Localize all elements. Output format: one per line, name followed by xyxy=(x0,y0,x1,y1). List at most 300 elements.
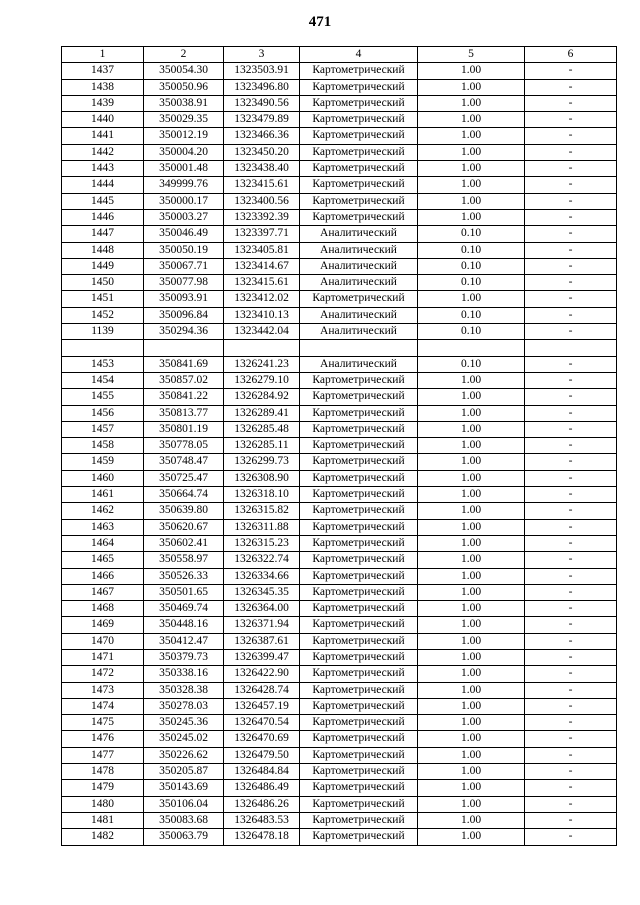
table-row xyxy=(62,568,617,584)
x-coordinate-cell xyxy=(144,340,224,356)
y-coordinate-cell: 1323400.56 xyxy=(224,193,300,209)
note-cell: - xyxy=(525,242,617,258)
accuracy-cell: 1.00 xyxy=(418,405,525,421)
y-coordinate-cell: 1326318.10 xyxy=(224,487,300,503)
x-coordinate-cell: 350096.84 xyxy=(144,307,224,323)
x-coordinate-cell: 350004.20 xyxy=(144,144,224,160)
accuracy-cell: 1.00 xyxy=(418,487,525,503)
point-number-cell: 1453 xyxy=(62,356,144,372)
x-coordinate-cell: 350063.79 xyxy=(144,829,224,845)
note-cell: - xyxy=(525,568,617,584)
accuracy-cell: 1.00 xyxy=(418,633,525,649)
x-coordinate-cell: 350841.69 xyxy=(144,356,224,372)
table-row xyxy=(62,764,617,780)
note-cell: - xyxy=(525,144,617,160)
accuracy-cell: 0.10 xyxy=(418,356,525,372)
note-cell: - xyxy=(525,535,617,551)
table-row xyxy=(62,95,617,111)
method-cell: Картометрический xyxy=(300,177,418,193)
table-row xyxy=(62,617,617,633)
y-coordinate-cell: 1323412.02 xyxy=(224,291,300,307)
point-number-cell: 1470 xyxy=(62,633,144,649)
table-row xyxy=(62,307,617,323)
x-coordinate-cell: 350639.80 xyxy=(144,503,224,519)
point-number-cell: 1445 xyxy=(62,193,144,209)
column-header-1: 1 xyxy=(62,47,144,63)
accuracy-cell: 0.10 xyxy=(418,324,525,340)
table-row xyxy=(62,226,617,242)
method-cell: Картометрический xyxy=(300,421,418,437)
y-coordinate-cell: 1326470.69 xyxy=(224,731,300,747)
x-coordinate-cell: 350050.19 xyxy=(144,242,224,258)
table-row xyxy=(62,340,617,356)
point-number-cell: 1456 xyxy=(62,405,144,421)
method-cell: Картометрический xyxy=(300,666,418,682)
accuracy-cell: 1.00 xyxy=(418,291,525,307)
y-coordinate-cell: 1323414.67 xyxy=(224,258,300,274)
point-number-cell: 1454 xyxy=(62,372,144,388)
method-cell: Картометрический xyxy=(300,649,418,665)
point-number-cell: 1452 xyxy=(62,307,144,323)
y-coordinate-cell: 1326241.23 xyxy=(224,356,300,372)
table-row xyxy=(62,584,617,600)
method-cell: Картометрический xyxy=(300,454,418,470)
x-coordinate-cell: 350526.33 xyxy=(144,568,224,584)
note-cell: - xyxy=(525,389,617,405)
point-number-cell: 1480 xyxy=(62,796,144,812)
note-cell: - xyxy=(525,487,617,503)
point-number-cell: 1449 xyxy=(62,258,144,274)
table-row xyxy=(62,128,617,144)
y-coordinate-cell: 1326484.84 xyxy=(224,764,300,780)
accuracy-cell: 1.00 xyxy=(418,503,525,519)
point-number-cell: 1471 xyxy=(62,649,144,665)
table-row xyxy=(62,291,617,307)
y-coordinate-cell: 1323450.20 xyxy=(224,144,300,160)
note-cell: - xyxy=(525,356,617,372)
y-coordinate-cell: 1326428.74 xyxy=(224,682,300,698)
y-coordinate-cell: 1323442.04 xyxy=(224,324,300,340)
y-coordinate-cell: 1326371.94 xyxy=(224,617,300,633)
method-cell: Картометрический xyxy=(300,682,418,698)
accuracy-cell: 0.10 xyxy=(418,258,525,274)
note-cell: - xyxy=(525,601,617,617)
accuracy-cell: 1.00 xyxy=(418,796,525,812)
y-coordinate-cell: 1323410.13 xyxy=(224,307,300,323)
method-cell: Картометрический xyxy=(300,372,418,388)
table-row xyxy=(62,242,617,258)
y-coordinate-cell: 1326334.66 xyxy=(224,568,300,584)
accuracy-cell: 1.00 xyxy=(418,372,525,388)
point-number-cell: 1458 xyxy=(62,438,144,454)
method-cell: Картометрический xyxy=(300,617,418,633)
note-cell: - xyxy=(525,421,617,437)
accuracy-cell: 1.00 xyxy=(418,112,525,128)
point-number-cell: 1439 xyxy=(62,95,144,111)
y-coordinate-cell: 1326422.90 xyxy=(224,666,300,682)
table-row xyxy=(62,209,617,225)
note-cell: - xyxy=(525,454,617,470)
y-coordinate-cell: 1323496.80 xyxy=(224,79,300,95)
note-cell: - xyxy=(525,95,617,111)
x-coordinate-cell: 350602.41 xyxy=(144,535,224,551)
point-number-cell: 1442 xyxy=(62,144,144,160)
table-row xyxy=(62,177,617,193)
point-number-cell: 1455 xyxy=(62,389,144,405)
point-number-cell: 1451 xyxy=(62,291,144,307)
note-cell: - xyxy=(525,291,617,307)
note-cell: - xyxy=(525,682,617,698)
note-cell: - xyxy=(525,405,617,421)
y-coordinate-cell: 1323503.91 xyxy=(224,63,300,79)
y-coordinate-cell: 1326478.18 xyxy=(224,829,300,845)
method-cell: Картометрический xyxy=(300,568,418,584)
note-cell: - xyxy=(525,584,617,600)
table-row xyxy=(62,731,617,747)
column-header-6: 6 xyxy=(525,47,617,63)
note-cell: - xyxy=(525,275,617,291)
point-number-cell: 1457 xyxy=(62,421,144,437)
accuracy-cell: 1.00 xyxy=(418,470,525,486)
accuracy-cell: 0.10 xyxy=(418,226,525,242)
column-header-3: 3 xyxy=(224,47,300,63)
method-cell: Картометрический xyxy=(300,584,418,600)
point-number-cell: 1139 xyxy=(62,324,144,340)
method-cell: Картометрический xyxy=(300,161,418,177)
y-coordinate-cell: 1326315.23 xyxy=(224,535,300,551)
point-number-cell: 1443 xyxy=(62,161,144,177)
accuracy-cell xyxy=(418,340,525,356)
x-coordinate-cell: 350205.87 xyxy=(144,764,224,780)
y-coordinate-cell: 1326308.90 xyxy=(224,470,300,486)
x-coordinate-cell: 350278.03 xyxy=(144,698,224,714)
method-cell: Картометрический xyxy=(300,731,418,747)
x-coordinate-cell: 350328.38 xyxy=(144,682,224,698)
note-cell: - xyxy=(525,666,617,682)
method-cell: Картометрический xyxy=(300,601,418,617)
method-cell: Картометрический xyxy=(300,79,418,95)
x-coordinate-cell: 350093.91 xyxy=(144,291,224,307)
method-cell: Картометрический xyxy=(300,552,418,568)
table-row xyxy=(62,715,617,731)
point-number-cell: 1440 xyxy=(62,112,144,128)
table-row xyxy=(62,275,617,291)
accuracy-cell: 1.00 xyxy=(418,666,525,682)
point-number-cell: 1448 xyxy=(62,242,144,258)
y-coordinate-cell: 1326479.50 xyxy=(224,747,300,763)
table-row xyxy=(62,503,617,519)
x-coordinate-cell: 350748.47 xyxy=(144,454,224,470)
table-row xyxy=(62,79,617,95)
x-coordinate-cell: 350338.16 xyxy=(144,666,224,682)
method-cell: Картометрический xyxy=(300,112,418,128)
table-row xyxy=(62,389,617,405)
y-coordinate-cell: 1323392.39 xyxy=(224,209,300,225)
method-cell: Картометрический xyxy=(300,291,418,307)
x-coordinate-cell: 350054.30 xyxy=(144,63,224,79)
accuracy-cell: 1.00 xyxy=(418,79,525,95)
y-coordinate-cell: 1326311.88 xyxy=(224,519,300,535)
table-row xyxy=(62,438,617,454)
x-coordinate-cell: 350245.36 xyxy=(144,715,224,731)
accuracy-cell: 1.00 xyxy=(418,698,525,714)
point-number-cell: 1479 xyxy=(62,780,144,796)
x-coordinate-cell: 350412.47 xyxy=(144,633,224,649)
x-coordinate-cell: 350501.65 xyxy=(144,584,224,600)
y-coordinate-cell: 1323397.71 xyxy=(224,226,300,242)
note-cell: - xyxy=(525,470,617,486)
point-number-cell: 1447 xyxy=(62,226,144,242)
y-coordinate-cell: 1326285.48 xyxy=(224,421,300,437)
x-coordinate-cell: 349999.76 xyxy=(144,177,224,193)
method-cell: Аналитический xyxy=(300,226,418,242)
table-row xyxy=(62,666,617,682)
point-number-cell: 1469 xyxy=(62,617,144,633)
accuracy-cell: 1.00 xyxy=(418,193,525,209)
table-row xyxy=(62,193,617,209)
y-coordinate-cell: 1326284.92 xyxy=(224,389,300,405)
note-cell: - xyxy=(525,128,617,144)
table-row xyxy=(62,601,617,617)
note-cell: - xyxy=(525,438,617,454)
method-cell: Картометрический xyxy=(300,470,418,486)
accuracy-cell: 1.00 xyxy=(418,421,525,437)
y-coordinate-cell: 1326289.41 xyxy=(224,405,300,421)
note-cell: - xyxy=(525,307,617,323)
point-number-cell: 1465 xyxy=(62,552,144,568)
accuracy-cell: 0.10 xyxy=(418,275,525,291)
table-row xyxy=(62,356,617,372)
method-cell: Картометрический xyxy=(300,812,418,828)
point-number-cell: 1467 xyxy=(62,584,144,600)
method-cell: Картометрический xyxy=(300,438,418,454)
accuracy-cell: 1.00 xyxy=(418,389,525,405)
note-cell: - xyxy=(525,258,617,274)
note-cell: - xyxy=(525,812,617,828)
accuracy-cell: 1.00 xyxy=(418,731,525,747)
method-cell xyxy=(300,340,418,356)
table-row xyxy=(62,324,617,340)
point-number-cell: 1459 xyxy=(62,454,144,470)
y-coordinate-cell: 1326285.11 xyxy=(224,438,300,454)
method-cell: Аналитический xyxy=(300,242,418,258)
accuracy-cell: 1.00 xyxy=(418,535,525,551)
note-cell: - xyxy=(525,79,617,95)
method-cell: Картометрический xyxy=(300,780,418,796)
method-cell: Аналитический xyxy=(300,307,418,323)
note-cell: - xyxy=(525,715,617,731)
x-coordinate-cell: 350067.71 xyxy=(144,258,224,274)
note-cell: - xyxy=(525,161,617,177)
y-coordinate-cell: 1326470.54 xyxy=(224,715,300,731)
x-coordinate-cell: 350245.02 xyxy=(144,731,224,747)
point-number-cell: 1446 xyxy=(62,209,144,225)
x-coordinate-cell: 350046.49 xyxy=(144,226,224,242)
accuracy-cell: 1.00 xyxy=(418,780,525,796)
method-cell: Картометрический xyxy=(300,535,418,551)
y-coordinate-cell: 1326486.26 xyxy=(224,796,300,812)
accuracy-cell: 0.10 xyxy=(418,242,525,258)
method-cell: Картометрический xyxy=(300,503,418,519)
table-row xyxy=(62,519,617,535)
note-cell: - xyxy=(525,372,617,388)
y-coordinate-cell: 1326387.61 xyxy=(224,633,300,649)
method-cell: Аналитический xyxy=(300,258,418,274)
y-coordinate-cell: 1323466.36 xyxy=(224,128,300,144)
point-number-cell: 1466 xyxy=(62,568,144,584)
point-number-cell: 1460 xyxy=(62,470,144,486)
x-coordinate-cell: 350448.16 xyxy=(144,617,224,633)
y-coordinate-cell: 1326457.19 xyxy=(224,698,300,714)
y-coordinate-cell: 1326399.47 xyxy=(224,649,300,665)
y-coordinate-cell: 1326345.35 xyxy=(224,584,300,600)
table-row xyxy=(62,470,617,486)
x-coordinate-cell: 350143.69 xyxy=(144,780,224,796)
x-coordinate-cell: 350050.96 xyxy=(144,79,224,95)
accuracy-cell: 1.00 xyxy=(418,454,525,470)
y-coordinate-cell: 1326322.74 xyxy=(224,552,300,568)
x-coordinate-cell: 350083.68 xyxy=(144,812,224,828)
table-row xyxy=(62,454,617,470)
method-cell: Картометрический xyxy=(300,698,418,714)
table-row xyxy=(62,535,617,551)
table-row xyxy=(62,372,617,388)
y-coordinate-cell: 1326483.53 xyxy=(224,812,300,828)
x-coordinate-cell: 350012.19 xyxy=(144,128,224,144)
accuracy-cell: 1.00 xyxy=(418,747,525,763)
accuracy-cell: 0.10 xyxy=(418,307,525,323)
accuracy-cell: 1.00 xyxy=(418,764,525,780)
accuracy-cell: 1.00 xyxy=(418,682,525,698)
note-cell: - xyxy=(525,552,617,568)
accuracy-cell: 1.00 xyxy=(418,552,525,568)
x-coordinate-cell: 350801.19 xyxy=(144,421,224,437)
point-number-cell: 1472 xyxy=(62,666,144,682)
note-cell: - xyxy=(525,764,617,780)
note-cell: - xyxy=(525,503,617,519)
method-cell: Картометрический xyxy=(300,128,418,144)
accuracy-cell: 1.00 xyxy=(418,519,525,535)
method-cell: Картометрический xyxy=(300,747,418,763)
table-row xyxy=(62,649,617,665)
method-cell: Картометрический xyxy=(300,63,418,79)
note-cell: - xyxy=(525,731,617,747)
method-cell: Картометрический xyxy=(300,715,418,731)
table-row xyxy=(62,829,617,845)
accuracy-cell: 1.00 xyxy=(418,128,525,144)
table-row xyxy=(62,812,617,828)
table-row xyxy=(62,405,617,421)
x-coordinate-cell: 350077.98 xyxy=(144,275,224,291)
x-coordinate-cell: 350294.36 xyxy=(144,324,224,340)
table-row xyxy=(62,780,617,796)
note-cell: - xyxy=(525,796,617,812)
x-coordinate-cell: 350857.02 xyxy=(144,372,224,388)
point-number-cell: 1476 xyxy=(62,731,144,747)
accuracy-cell: 1.00 xyxy=(418,95,525,111)
table-row xyxy=(62,63,617,79)
column-header-5: 5 xyxy=(418,47,525,63)
note-cell: - xyxy=(525,617,617,633)
x-coordinate-cell: 350725.47 xyxy=(144,470,224,486)
table-body xyxy=(62,63,617,845)
column-header-4: 4 xyxy=(300,47,418,63)
x-coordinate-cell: 350003.27 xyxy=(144,209,224,225)
x-coordinate-cell: 350226.62 xyxy=(144,747,224,763)
point-number-cell: 1441 xyxy=(62,128,144,144)
method-cell: Картометрический xyxy=(300,405,418,421)
header-row xyxy=(62,47,617,63)
table-row xyxy=(62,633,617,649)
note-cell: - xyxy=(525,226,617,242)
y-coordinate-cell: 1326299.73 xyxy=(224,454,300,470)
x-coordinate-cell: 350469.74 xyxy=(144,601,224,617)
accuracy-cell: 1.00 xyxy=(418,812,525,828)
x-coordinate-cell: 350841.22 xyxy=(144,389,224,405)
y-coordinate-cell xyxy=(224,340,300,356)
table-row xyxy=(62,698,617,714)
note-cell: - xyxy=(525,177,617,193)
point-number-cell xyxy=(62,340,144,356)
coordinates-table xyxy=(61,46,617,846)
note-cell: - xyxy=(525,649,617,665)
table-row xyxy=(62,487,617,503)
y-coordinate-cell: 1323415.61 xyxy=(224,177,300,193)
method-cell: Аналитический xyxy=(300,275,418,291)
method-cell: Картометрический xyxy=(300,764,418,780)
point-number-cell: 1462 xyxy=(62,503,144,519)
x-coordinate-cell: 350620.67 xyxy=(144,519,224,535)
x-coordinate-cell: 350001.48 xyxy=(144,161,224,177)
note-cell: - xyxy=(525,747,617,763)
method-cell: Аналитический xyxy=(300,356,418,372)
point-number-cell: 1461 xyxy=(62,487,144,503)
note-cell: - xyxy=(525,780,617,796)
table-row xyxy=(62,682,617,698)
accuracy-cell: 1.00 xyxy=(418,601,525,617)
point-number-cell: 1444 xyxy=(62,177,144,193)
accuracy-cell: 1.00 xyxy=(418,63,525,79)
method-cell: Картометрический xyxy=(300,796,418,812)
point-number-cell: 1468 xyxy=(62,601,144,617)
note-cell: - xyxy=(525,209,617,225)
y-coordinate-cell: 1326486.49 xyxy=(224,780,300,796)
accuracy-cell: 1.00 xyxy=(418,438,525,454)
note-cell: - xyxy=(525,633,617,649)
y-coordinate-cell: 1323479.89 xyxy=(224,112,300,128)
point-number-cell: 1450 xyxy=(62,275,144,291)
y-coordinate-cell: 1323490.56 xyxy=(224,95,300,111)
point-number-cell: 1482 xyxy=(62,829,144,845)
point-number-cell: 1473 xyxy=(62,682,144,698)
table-row xyxy=(62,552,617,568)
y-coordinate-cell: 1326364.00 xyxy=(224,601,300,617)
note-cell: - xyxy=(525,519,617,535)
table-row xyxy=(62,747,617,763)
method-cell: Картометрический xyxy=(300,829,418,845)
y-coordinate-cell: 1326315.82 xyxy=(224,503,300,519)
point-number-cell: 1463 xyxy=(62,519,144,535)
table-header xyxy=(62,47,617,63)
note-cell xyxy=(525,340,617,356)
table-row xyxy=(62,112,617,128)
accuracy-cell: 1.00 xyxy=(418,177,525,193)
x-coordinate-cell: 350106.04 xyxy=(144,796,224,812)
x-coordinate-cell: 350558.97 xyxy=(144,552,224,568)
x-coordinate-cell: 350029.35 xyxy=(144,112,224,128)
point-number-cell: 1477 xyxy=(62,747,144,763)
method-cell: Картометрический xyxy=(300,389,418,405)
